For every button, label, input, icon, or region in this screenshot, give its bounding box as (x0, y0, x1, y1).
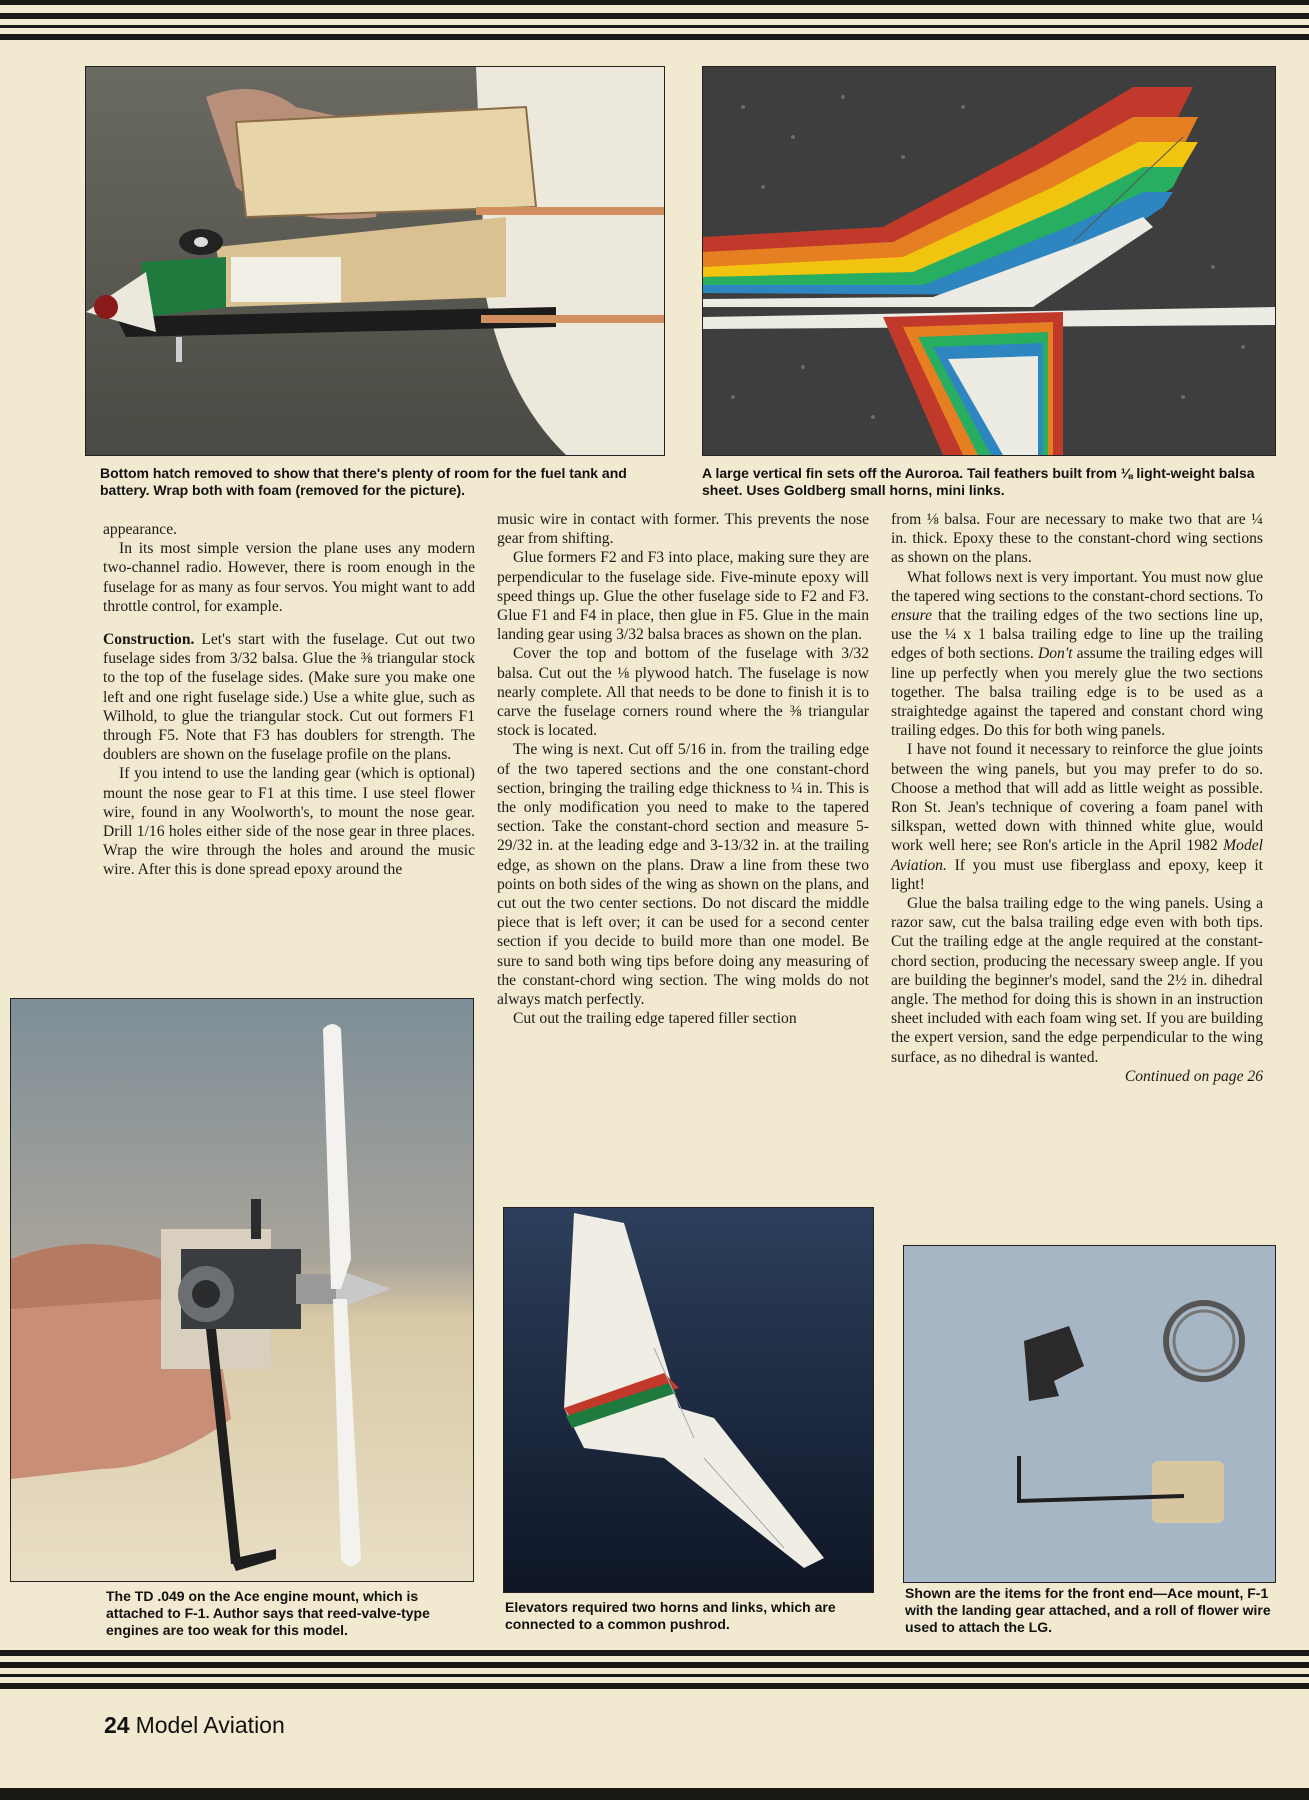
bottom-rule-2 (0, 1662, 1309, 1668)
paragraph: The wing is next. Cut off 5/16 in. from the trailing edge of the two tapered sections and the one constant-chord section, bringing the trailing edge thickness to ¼ in. This is the only modification you need to make to the tapered section. Take the constant-chord section and measure 5-29/32 in. at the leading edge and 3-13/32 in. at the trailing edge, as shown on the plans. Draw a line from these two points on both sides of the wing as shown on the plans, and cut out the two center sections. Do not discard the middle piece that is left over; it can be used for a second center section if you decide to build more than one model. Be sure to sand both wing tips before doing any measuring of the constant-chord wing section. The wing molds do not always match perfectly. (497, 741, 869, 1009)
caption-front-end-items: Shown are the items for the front end—Ace mount, F-1 with the landing gear attached, and a roll of flower wire used to attach the LG. (905, 1585, 1271, 1635)
photo-front-end-items (903, 1245, 1276, 1583)
caption-engine-mount: The TD .049 on the Ace engine mount, which is attached to F-1. Author says that reed-valve-type engines are too weak for this model. (106, 1588, 430, 1638)
photo-elevators (503, 1207, 874, 1593)
paragraph-construction: Construction. Let's start with the fuselage. Cut out two fuselage sides from 3/32 balsa. Glue the ⅜ triangular stock to the top of the fuselage sides. (Make sure you make one left and one right fuselage side.) Use a white glue, such as Wilhold, to glue the triangular stock. Cut out formers F1 through F5. Note that F3 has doublers for strength. The doublers are shown on the fuselage profile on the plans. (103, 631, 475, 764)
text-column-2 (497, 510, 869, 1028)
top-rule-1 (0, 0, 1309, 5)
bottom-rule-1 (0, 1650, 1309, 1656)
caption-elevators: Elevators required two horns and links, which are connected to a common pushrod. (505, 1599, 836, 1632)
continued-on-page: Continued on page 26 (1124, 1067, 1263, 1085)
page-number: 24 (104, 1712, 130, 1738)
bottom-rule-4 (0, 1683, 1309, 1689)
top-rule-3 (0, 25, 1309, 28)
photo-vertical-fin (702, 66, 1276, 456)
page-folio (104, 1712, 285, 1739)
caption-bottom-hatch: Bottom hatch removed to show that there's plenty of room for the fuel tank and battery. Wrap both with foam (removed for the picture). (100, 465, 627, 498)
paragraph: Cover the top and bottom of the fuselage with 3/32 balsa. Cut out the ⅛ plywood hatch. The fuselage is now nearly complete. All that needs to be done to finish it is to carve the fuselage corners round where the ⅜ triangular stock is located. (497, 645, 869, 740)
text-column-1 (103, 520, 475, 880)
bottom-edge-rule (0, 1788, 1309, 1800)
paragraph: Glue formers F2 and F3 into place, making sure they are perpendicular to the fuselage side. Five-minute epoxy will speed things up. Glue the other fuselage side to F2 and F3. Glue F1 and F4 in place, then glue in F5. Glue in the main landing gear using 3/32 balsa braces as shown on the plan. (497, 549, 869, 644)
publication-name: Model Aviation (135, 1712, 285, 1738)
top-rule-2 (0, 13, 1309, 19)
caption-vertical-fin: A large vertical fin sets off the Auroroa. Tail feathers built from ⅛ light-weight balsa sheet. Uses Goldberg small horns, mini links. (702, 465, 1255, 498)
top-rule-4 (0, 34, 1309, 40)
paragraph: What follows next is very important. You must now glue the tapered wing sections to the constant-chord sections. To ensure that the trailing edges of the two sections line up, use the ¼ x 1 balsa trailing edge to line up the trailing edges of both sections. Don't assume the trailing edges will line up perfectly when you merely glue the two sections together. The balsa trailing edge is to be used as a straightedge against the tapered and constant chord wing trailing edges. Do this for both wing panels. (891, 568, 1264, 740)
section-heading-construction: Construction. (103, 631, 195, 649)
paragraph: If you intend to use the landing gear (which is optional) mount the nose gear to F1 at this time. I use steel flower wire, found in any Woolworth's, to mount the nose gear. Drill 1/16 holes either side of the nose gear in three places. Wrap the wire through the holes and around the music wire. After this is done spread epoxy around the (103, 765, 475, 879)
photo-engine-mount (10, 998, 474, 1582)
paragraph: from ⅛ balsa. Four are necessary to make two that are ¼ in. thick. Epoxy these to the constant-chord wing sections as shown on the plans. (891, 511, 1263, 567)
paragraph: I have not found it necessary to reinforce the glue joints between the wing panels, but you may prefer to do so. Choose a method that will add as little weight as possible. Ron St. Jean's technique of covering a foam panel with silkspan, wetted down with thinned white glue, would work well here; see Ron's article in the April 1982 Model Aviation. If you must use fiberglass and epoxy, keep it light! (891, 741, 1263, 893)
text-column-3 (891, 510, 1263, 1086)
paragraph: appearance. (103, 521, 178, 538)
paragraph: Cut out the trailing edge tapered filler section (513, 1010, 797, 1028)
paragraph: music wire in contact with former. This prevents the nose gear from shifting. (497, 511, 869, 548)
paragraph: In its most simple version the plane uses any modern two-channel radio. However, there is room enough in the fuselage for as many as four servos. You might want to add throttle control, for example. (103, 540, 475, 615)
photo-bottom-hatch (85, 66, 665, 456)
bottom-rule-3 (0, 1674, 1309, 1677)
paragraph: Glue the balsa trailing edge to the wing panels. Using a razor saw, cut the balsa trailing edge even with both tips. Cut the trailing edge at the angle required at the constant-chord section, producing the necessary sweep angle. If you are building the beginner's model, sand the 2½ in. dihedral angle. The method for doing this is shown in an instruction sheet included with each foam wing set. If you are building the expert version, sand the edge perpendicular to the wing surface, as no dihedral is wanted. (891, 895, 1263, 1066)
